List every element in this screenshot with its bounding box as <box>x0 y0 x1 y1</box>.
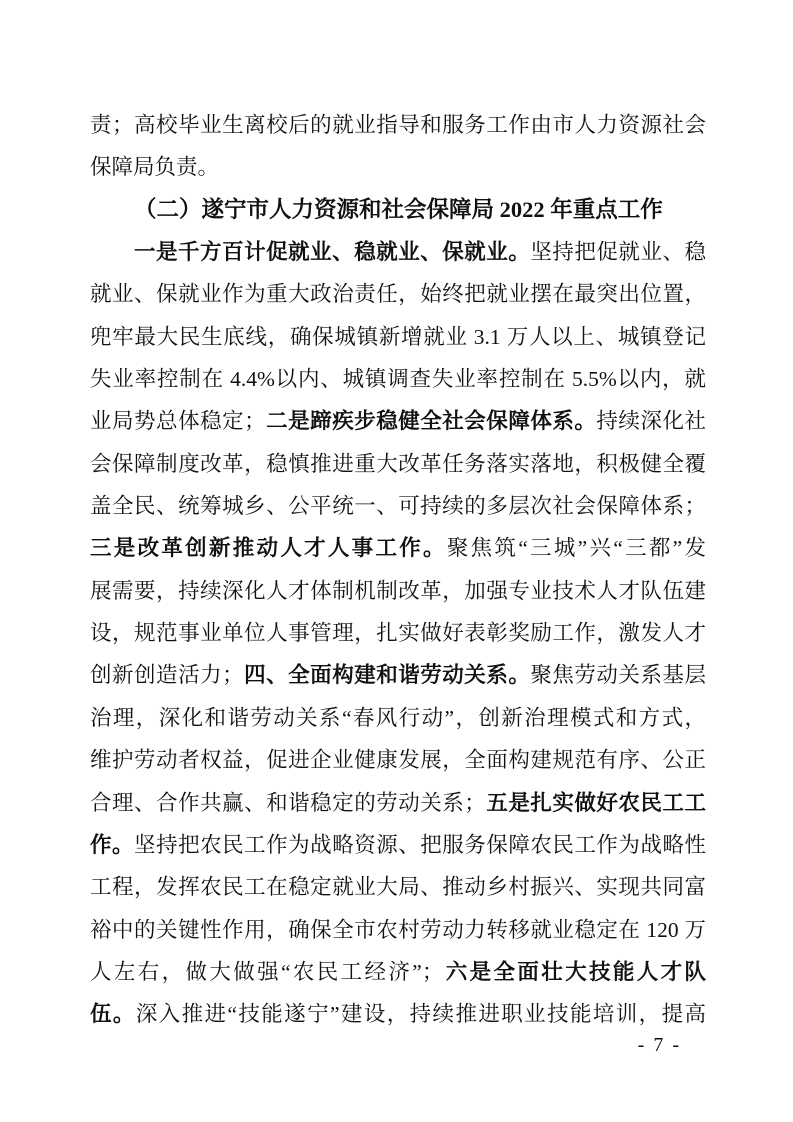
bold-run: 三是改革创新推动人才人事工作。 <box>90 536 447 561</box>
bold-run: 二是蹄疾步稳健全社会保障体系。 <box>265 409 597 434</box>
page-number: - 7 - <box>637 1034 681 1056</box>
text-run: （二）遂宁市人力资源和社会保障局 2022 年重点工作 <box>134 196 663 222</box>
bold-run: 五是扎实做好农民工工 <box>485 790 706 815</box>
text-run: 责；高校毕业生离校后的就业指导和服务工作由市人力资源社会 <box>90 113 706 137</box>
text-line <box>90 146 706 188</box>
text-run: 裕中的关键性作用，确保全市农村劳动力转移就业稳定在 120 万 <box>90 917 706 942</box>
text-run: 展需要，持续深化人才体制机制改革，加强专业技术人才队伍建 <box>90 578 706 603</box>
text-line <box>90 443 706 485</box>
text-run: 持续深化社 <box>596 409 706 434</box>
text-line <box>90 739 706 781</box>
text-run: 失业率控制在 4.4%以内、城镇调查失业率控制在 5.5%以内，就 <box>90 367 706 392</box>
text-run: 聚焦筑“三城”兴“三都”发 <box>446 536 706 561</box>
text-line <box>90 104 706 146</box>
text-run: 合理、合作共赢、和谐稳定的劳动关系； <box>90 790 486 815</box>
text-run: 保障局负责。 <box>90 155 220 180</box>
text-line <box>90 951 706 993</box>
text-line <box>90 485 706 527</box>
bold-run: 一是千方百计促就业、稳就业、保就业。 <box>134 240 531 265</box>
text-run: 坚持把农民工作为战略资源、把服务保障农民工作为战略性 <box>134 832 706 857</box>
text-run: 人左右，做大做强“农民工经济”； <box>90 959 444 984</box>
text-line <box>90 570 706 612</box>
text-run: 设，规范事业单位人事管理，扎实做好表彰奖励工作，激发人才 <box>90 621 706 646</box>
text-line <box>90 782 706 824</box>
text-line <box>90 316 706 358</box>
text-line <box>90 273 706 315</box>
text-line <box>90 358 706 400</box>
text-run: 治理，深化和谐劳动关系“春风行动”，创新治理模式和方式， <box>90 705 706 730</box>
text-run: 盖全民、统筹城乡、公平统一、可持续的多层次社会保障体系； <box>90 494 706 519</box>
text-run: 业局势总体稳定； <box>90 409 266 434</box>
text-line <box>90 231 706 273</box>
section-heading <box>90 189 706 231</box>
bold-run: 伍。 <box>90 1002 136 1027</box>
text-run: 就业、保就业作为重大政治责任，始终把就业摆在最突出位置， <box>90 282 706 307</box>
bold-run: 作。 <box>90 832 135 857</box>
text-line <box>90 993 706 1035</box>
text-line <box>90 697 706 739</box>
text-line <box>90 612 706 654</box>
text-line <box>90 400 706 442</box>
bold-run: 四、全面构建和谐劳动关系。 <box>243 663 531 688</box>
text-line <box>90 654 706 696</box>
text-run: 深入推进“技能遂宁”建设，持续推进职业技能培训，提高 <box>135 1002 706 1027</box>
text-line <box>90 824 706 866</box>
text-run: 工程，发挥农民工在稳定就业大局、推动乡村振兴、实现共同富 <box>90 875 706 900</box>
text-run: 聚焦劳动关系基层 <box>530 663 706 688</box>
text-line <box>90 527 706 569</box>
document-body <box>90 104 706 1036</box>
text-run: 兜牢最大民生底线，确保城镇新增就业 3.1 万人以上、城镇登记 <box>90 324 706 349</box>
text-line <box>90 866 706 908</box>
text-run: 维护劳动者权益，促进企业健康发展，全面构建规范有序、公正 <box>90 748 706 773</box>
text-run: 坚持把促就业、稳 <box>530 240 706 265</box>
bold-run: 六是全面壮大技能人才队 <box>443 959 706 984</box>
text-line <box>90 909 706 951</box>
text-run: 创新创造活力； <box>90 663 244 688</box>
text-run: 会保障制度改革，稳慎推进重大改革任务落实落地，积极健全覆 <box>90 451 706 476</box>
